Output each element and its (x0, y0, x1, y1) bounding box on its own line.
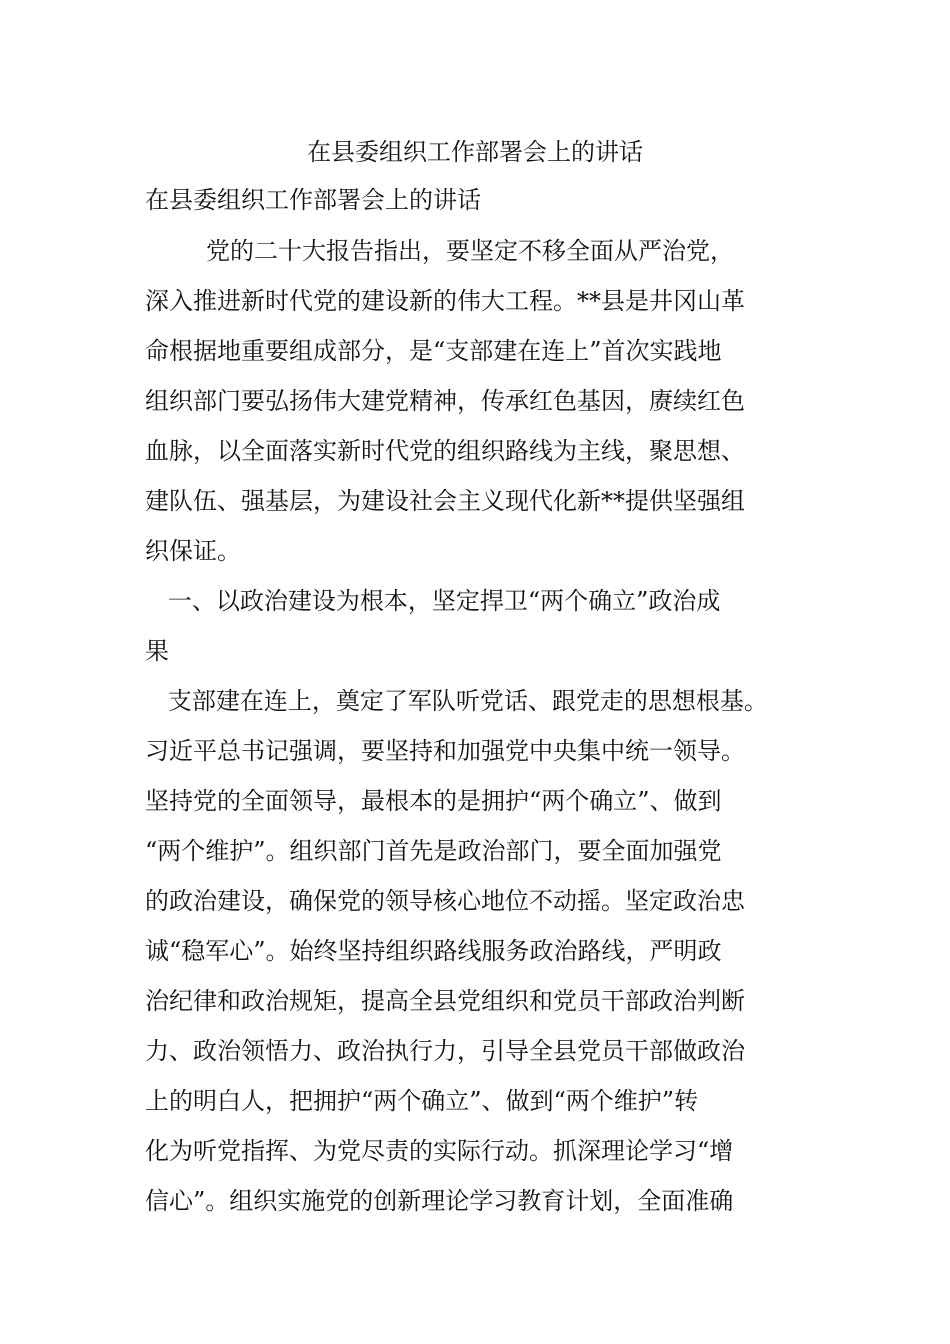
text-line: 血脉，以全面落实新时代党的组织路线为主线，聚思想、 (145, 437, 745, 465)
heading-line: 果 (145, 637, 169, 665)
paragraph-intro (145, 226, 820, 576)
text-line: 习近平总书记强调，要坚持和加强党中央集中统一领导。 (145, 737, 745, 765)
text-line: 命根据地重要组成部分，是“支部建在连上”首次实践地 (145, 337, 722, 365)
text-line: 上的明白人，把拥护“两个确立”、做到“两个维护”转 (145, 1087, 699, 1115)
text-line: 信心”。组织实施党的创新理论学习教育计划，全面准确 (145, 1187, 734, 1215)
text-line: 诚“稳军心”。始终坚持组织路线服务政治路线，严明政 (145, 937, 722, 965)
text-line: 力、政治领悟力、政治执行力，引导全县党员干部做政治 (145, 1037, 745, 1065)
document-subtitle: 在县委组织工作部署会上的讲话 (145, 186, 481, 214)
section-heading-1 (145, 576, 820, 676)
heading-line: 一、以政治建设为根本，坚定捍卫“两个确立”政治成 (145, 587, 721, 615)
text-line: 化为听党指挥、为党尽责的实际行动。抓深理论学习“增 (145, 1137, 734, 1165)
text-line: 坚持党的全面领导，最根本的是拥护“两个确立”、做到 (145, 787, 722, 815)
paragraph-section-1 (145, 676, 820, 1226)
text-line: 织保证。 (145, 537, 241, 565)
text-line: 组织部门要弘扬伟大建党精神，传承红色基因，赓续红色 (145, 387, 745, 415)
text-line: 建队伍、强基层，为建设社会主义现代化新**提供坚强组 (145, 487, 745, 515)
text-line: 的政治建设，确保党的领导核心地位不动摇。坚定政治忠 (145, 887, 745, 915)
text-line: 党的二十大报告指出，要坚定不移全面从严治党， (145, 237, 735, 265)
text-line: 治纪律和政治规矩，提高全县党组织和党员干部政治判断 (145, 987, 745, 1015)
text-line: 深入推进新时代党的建设新的伟大工程。**县是井冈山革 (145, 287, 745, 315)
text-line: “两个维护”。组织部门首先是政治部门，要全面加强党 (145, 837, 722, 865)
text-line: 支部建在连上，奠定了军队听党话、跟党走的思想根基。 (145, 687, 768, 715)
document-title: 在县委组织工作部署会上的讲话 (307, 138, 643, 166)
